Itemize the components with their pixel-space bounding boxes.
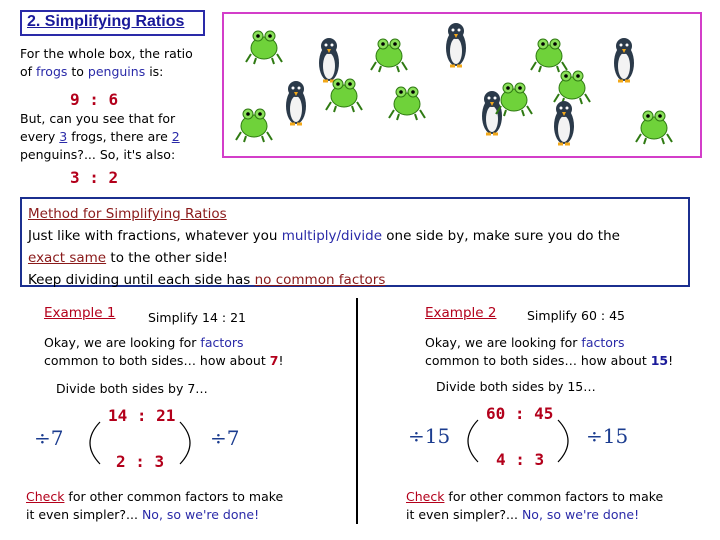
example-2-divisor-left: ÷15 <box>408 424 451 448</box>
intro-text <box>20 45 220 81</box>
method-line-1: Just like with fractions, whatever you multiply/divide one side by, make sure you do the <box>28 228 620 244</box>
example-2-brackets <box>458 416 578 466</box>
example-1-divide: Divide both sides by 7… <box>56 381 208 396</box>
penguin-icon <box>614 38 634 81</box>
example-1-explanation: Okay, we are looking for factors common to both sides… how about 7! <box>44 335 284 368</box>
example-2-label: Example 2 <box>425 305 497 321</box>
frog-icon <box>389 87 425 120</box>
example-1-result-ratio: 2 : 3 <box>116 452 165 471</box>
example-1-prompt: Simplify 14 : 21 <box>148 310 246 325</box>
frog-icon <box>531 39 567 72</box>
method-line-2: exact same to the other side! <box>28 250 229 266</box>
column-divider <box>356 298 358 524</box>
example-2-check: Check for other common factors to make it even simpler?... No, so we're done! <box>406 489 664 522</box>
ratio-9-6: 9 : 6 <box>70 90 119 109</box>
method-heading: Method for Simplifying Ratios <box>28 206 227 222</box>
ratio-3-2: 3 : 2 <box>70 168 119 187</box>
penguin-icon <box>286 81 306 124</box>
intro-line-1: For the whole box, the ratio <box>20 46 193 61</box>
frog-icon <box>371 39 407 72</box>
intro-text-2: But, can you see that for every 3 frogs, there are 2 penguins?... So, it's also: <box>20 111 180 162</box>
example-2-result-ratio: 4 : 3 <box>496 450 545 469</box>
example-2-explanation: Okay, we are looking for factors common to both sides… how about 15! <box>425 335 674 368</box>
example-2-prompt: Simplify 60 : 45 <box>527 308 625 323</box>
frog-icon <box>326 79 362 112</box>
example-1-check: Check for other common factors to make it even simpler?... No, so we're done! <box>26 489 284 522</box>
page-title: 2. Simplifying Ratios <box>20 10 205 36</box>
frog-icon <box>554 71 590 104</box>
penguin-icon <box>482 91 502 134</box>
method-box <box>20 197 690 287</box>
example-1-label: Example 1 <box>44 305 116 321</box>
example-1-start-ratio: 14 : 21 <box>108 406 176 425</box>
frog-icon <box>246 31 282 64</box>
penguin-icon <box>554 101 574 144</box>
example-1-divisor-left: ÷7 <box>34 426 64 450</box>
penguin-icon <box>319 38 339 81</box>
animal-illustration <box>224 14 700 156</box>
method-line-3: Keep dividing until each side has no common factors <box>28 272 386 288</box>
example-2-divide: Divide both sides by 15… <box>436 379 596 394</box>
example-1-brackets <box>80 418 200 468</box>
example-1-divisor-right: ÷7 <box>210 426 240 450</box>
animal-box <box>222 12 702 158</box>
example-2-start-ratio: 60 : 45 <box>486 404 554 423</box>
example-2-divisor-right: ÷15 <box>586 424 629 448</box>
frog-icon <box>636 111 672 144</box>
penguin-icon <box>446 23 466 66</box>
intro-line-2: of frogs to penguins is: <box>20 64 164 79</box>
frog-icon <box>236 109 272 142</box>
